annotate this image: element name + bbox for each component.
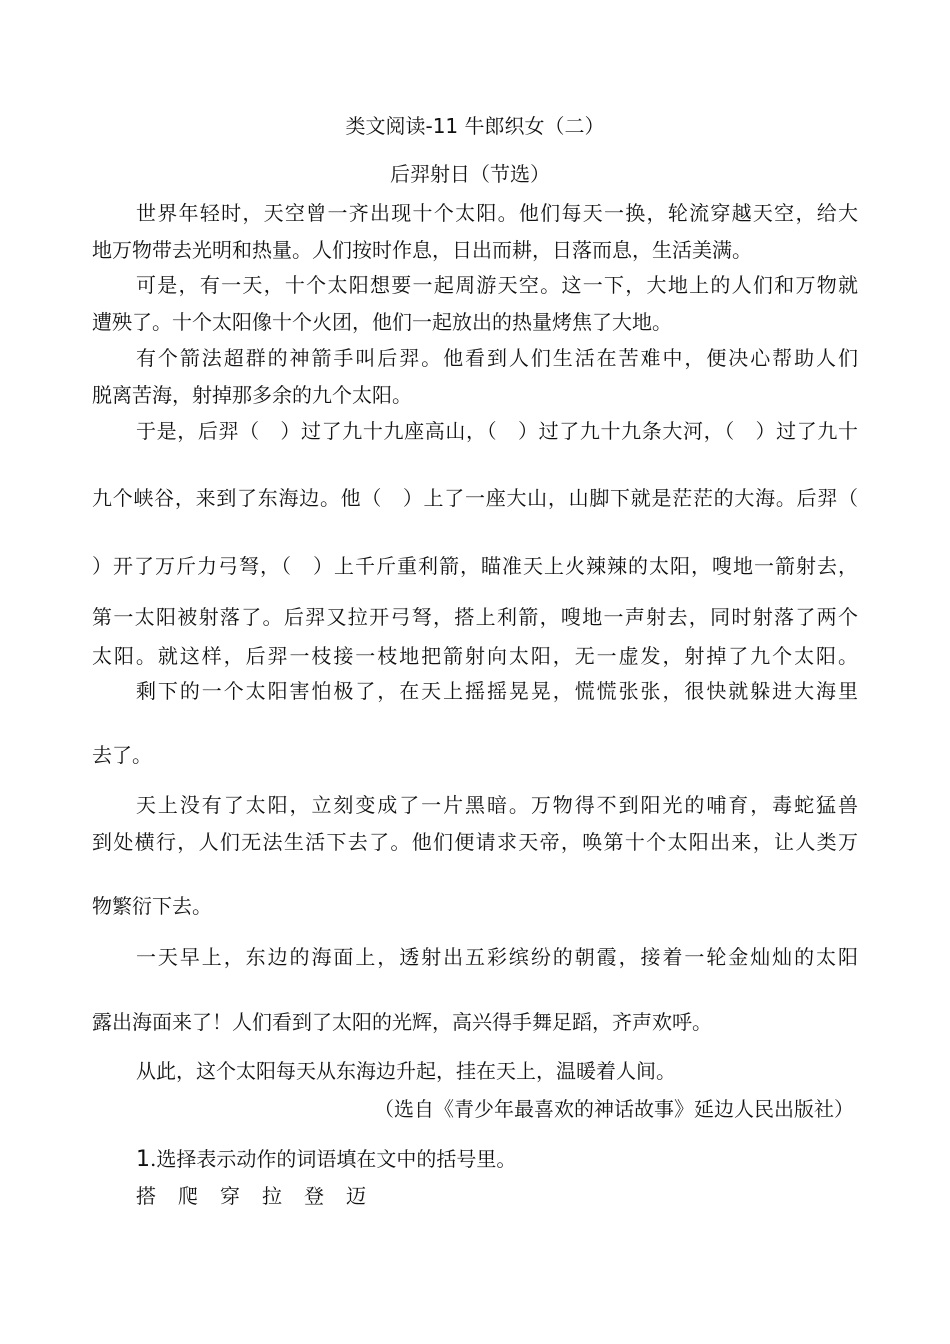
story-line: 物繁衍下去。 (92, 894, 212, 918)
story-line: 有个箭法超群的神箭手叫后羿。他看到人们生活在苦难中，便决心帮助人们 (136, 346, 858, 370)
word-option: 爬 (178, 1184, 198, 1208)
story-line: 脱离苦海，射掉那多余的九个太阳。 (92, 383, 412, 407)
story-line: 到处横行，人们无法生活下去了。他们便请求天帝，唤第十个太阳出来，让人类万 (92, 830, 858, 854)
question-prompt: .选择表示动作的词语填在文中的括号里。 (150, 1147, 517, 1171)
story-line: 世界年轻时，天空曾一齐出现十个太阳。他们每天一换，轮流穿越天空，给大 (136, 201, 858, 225)
story-line: 去了。 (92, 743, 152, 767)
story-line: 可是，有一天，十个太阳想要一起周游天空。这一下，大地上的人们和万物就 (136, 273, 858, 297)
story-line: 天上没有了太阳，立刻变成了一片黑暗。万物得不到阳光的哺育，毒蛇猛兽 (136, 793, 858, 817)
word-option: 搭 (136, 1184, 156, 1208)
story-line: 一天早上，东边的海面上，透射出五彩缤纷的朝霞，接着一轮金灿灿的太阳 (136, 945, 858, 969)
story-line: 地万物带去光明和热量。人们按时作息，日出而耕，日落而息，生活美满。 (92, 238, 752, 262)
story-line: 露出海面来了！人们看到了太阳的光辉，高兴得手舞足蹈，齐声欢呼。 (92, 1010, 712, 1034)
question-number: 1 (136, 1147, 150, 1172)
word-option: 穿 (220, 1184, 240, 1208)
story-line: 太阳。就这样，后羿一枝接一枝地把箭射向太阳，无一虚发，射掉了九个太阳。 (92, 644, 858, 668)
story-line: 从此，这个太阳每天从东海边升起，挂在天上，温暖着人间。 (136, 1059, 676, 1083)
question-1 (136, 1146, 516, 1173)
story-title: 后羿射日（节选） (390, 162, 550, 186)
story-line: 剩下的一个太阳害怕极了，在天上摇摇晃晃，慌慌张张，很快就躲进大海里 (136, 679, 858, 703)
word-bank (136, 1183, 366, 1209)
story-line: ）开了万斤力弓弩，（ ）上千斤重利箭，瞄准天上火辣辣的太阳，嗖地一箭射去， (92, 554, 858, 578)
word-option: 登 (304, 1184, 324, 1208)
doc-title: 类文阅读-11 牛郎织女（二） (345, 114, 605, 138)
source-citation: （选自《青少年最喜欢的神话故事》延边人民出版社） (374, 1097, 854, 1121)
story-line: 遭殃了。十个太阳像十个火团，他们一起放出的热量烤焦了大地。 (92, 310, 672, 334)
word-option: 拉 (262, 1184, 282, 1208)
story-line: 第一太阳被射落了。后羿又拉开弓弩，搭上利箭，嗖地一声射去，同时射落了两个 (92, 605, 858, 629)
word-option: 迈 (346, 1184, 366, 1208)
story-line: 九个峡谷，来到了东海边。他（ ）上了一座大山，山脚下就是茫茫的大海。后羿（ (92, 486, 858, 510)
story-line: 于是，后羿（ ）过了九十九座高山，（ ）过了九十九条大河，（ ）过了九十 (136, 419, 858, 443)
